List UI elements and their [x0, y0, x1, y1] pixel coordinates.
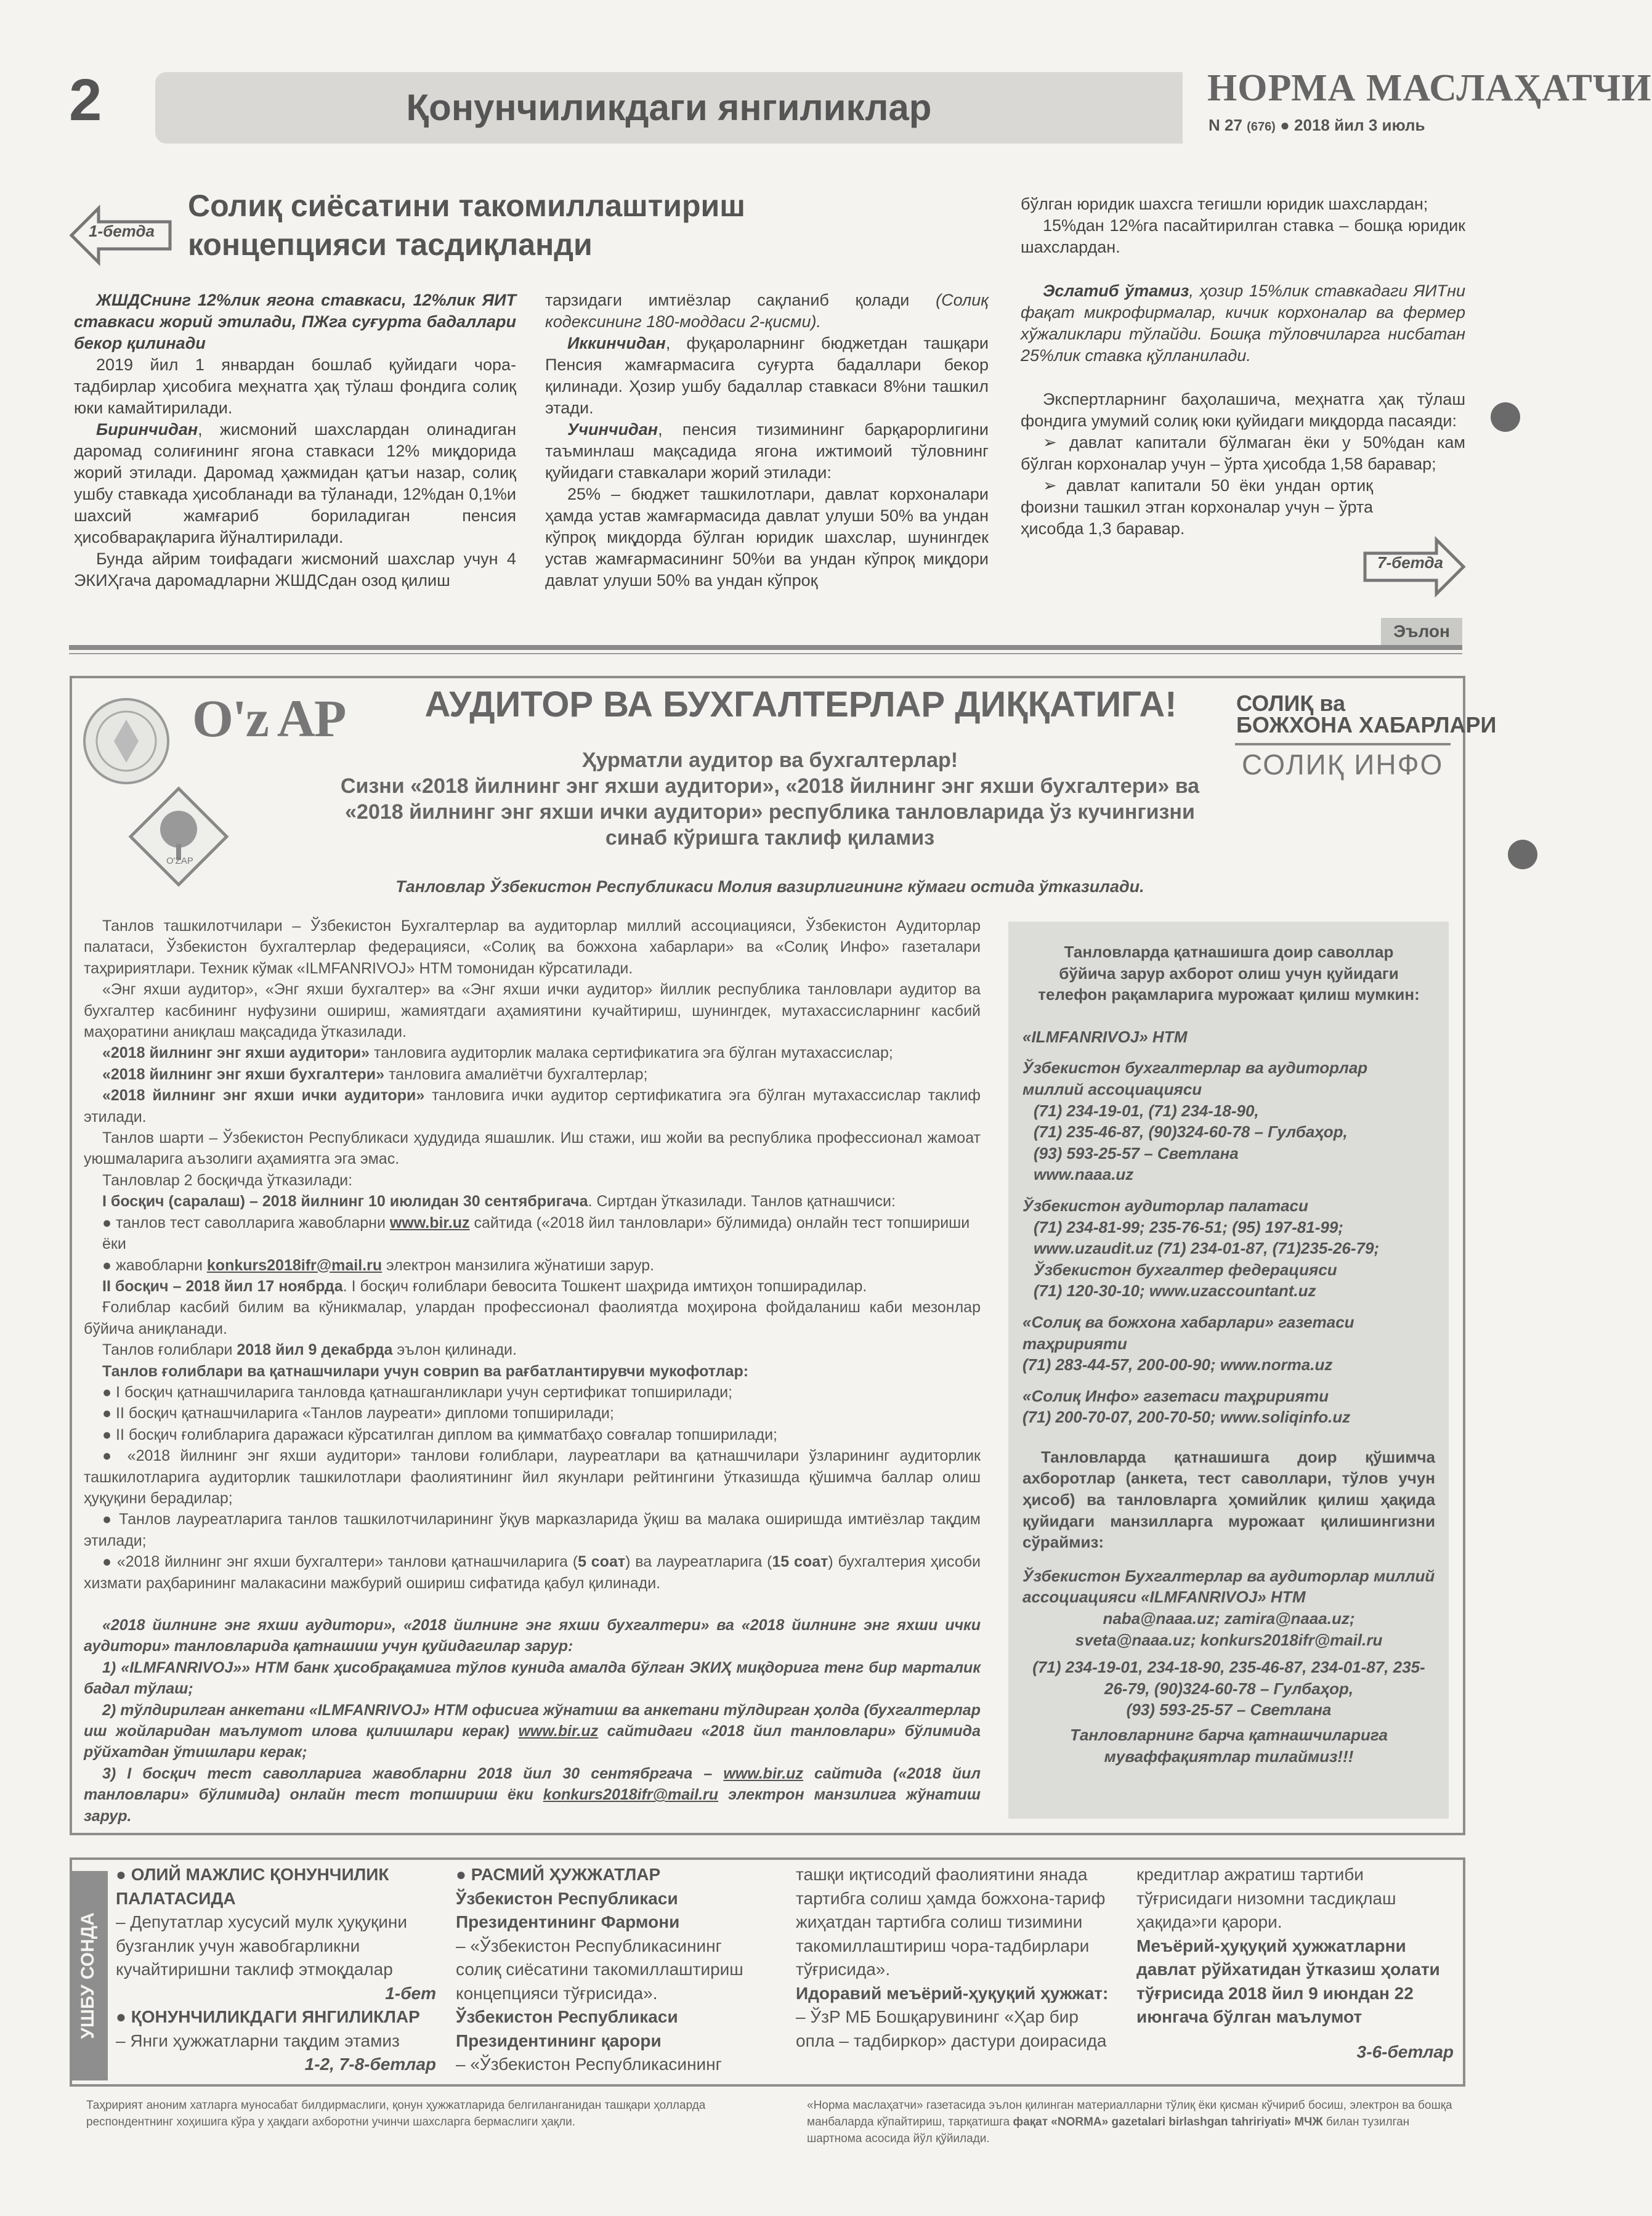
paragraph-text: , пенсия тизимининг барқарорлигини таъминлаш мақсадида ягона ижтимоий тўловнинг қуйидаги ставкалари жорий этилади: [545, 420, 989, 482]
hours: 15 соат [772, 1553, 828, 1571]
contents-tab-label [70, 1871, 108, 2080]
contact-line: (71) 200-70-07, 200-70-50; www.soliqinfo.uz [1022, 1408, 1351, 1427]
section-title: Қонунчиликдаги янгиликлар [406, 87, 932, 128]
contents-subheading: Ўзбекистон Республикаси Президентининг қарори [456, 2007, 678, 2050]
paragraph: Бунда айрим тоифадаги жисмоний шахслар учун 4 ЭКИҲгача даромадларни ЖШДСдан озод қилиш [74, 550, 516, 590]
footer-text: билан тузилган шартнома асосида йўл қўйилади. [807, 2116, 1410, 2145]
requirement-item [84, 1763, 981, 1827]
forward-ref-label[interactable]: 7-бетда [1377, 553, 1443, 572]
paragraph: 2019 йил 1 январдан бошлаб қуйидаги чора-тадбирлар ҳисобига меҳнатга ҳақ тўлаш фондига солиқ юки камайтирилади. [74, 355, 516, 417]
paragraph-text: , жисмоний шахслардан олинадиган даромад солиғининг ягона ставкаси 12% миқдорида жорий этилади. Даромад ҳажмидан қатъи назар, солиқ ушбу ставкада ҳисобланади ва тўланади, 12%дан 0,1%и шахсий жамғариб бориладиган пенсия ҳисобварақларига йўналтирилади. [74, 420, 516, 546]
article-column-1 [74, 290, 516, 591]
paragraph: 15%дан 12%га пасайтирилган ставка – бошқа юридик шахслардан. [1021, 216, 1465, 256]
paragraph: Танлов шарти – Ўзбекистон Республикаси ҳудудида яшашлик. Иш стажи, иш жойи ва республика профессионал жамоат уюшмаларига аъзолиги аҳамиятга эга эмас. [84, 1129, 981, 1168]
contact-org: «Солиқ Инфо» газетаси таҳририяти [1022, 1386, 1329, 1405]
bir-uz-link[interactable]: www.bir.uz [518, 1723, 599, 1740]
contact-line[interactable]: www.naaa.uz [1034, 1165, 1134, 1184]
contact-org: Ўзбекистон бухгалтерлар ва аудиторлар миллий ассоциацияси [1022, 1058, 1368, 1098]
contact-org: Ўзбекистон Бухгалтерлар ва аудиторлар миллий ассоциацияси «ILMFANRIVOJ» НТМ [1022, 1566, 1435, 1607]
invitation-text: Сизни «2018 йилнинг энг яхши аудитори», «2018 йилнинг энг яхши бухгалтери» ва «2018 йилнинг энг яхши ички аудитори» республика танловларида ўз кучингизни синаб кўришга таклиф қиламиз [340, 774, 1200, 850]
paragraph-text: . I босқич ғолиблари бевосита Тошкент шаҳрида имтиҳон топширадилар. [342, 1277, 867, 1295]
announce-date: 2018 йил 9 декабрда [237, 1341, 393, 1359]
contest-name: «2018 йилнинг энг яхши ички аудитори» [102, 1087, 425, 1105]
contents-column-1 [116, 1863, 436, 2077]
contact-org: «ILMFANRIVOJ» НТМ [1022, 1027, 1188, 1046]
contents-column-4 [1136, 1863, 1454, 2064]
issue-prefix: N 27 [1209, 116, 1242, 134]
binder-hole [1491, 402, 1520, 432]
contents-subheading: Идоравий меъёрий-ҳуқуқий ҳужжат: [796, 1983, 1109, 2003]
paragraph [84, 1255, 981, 1276]
article-title: Солиқ сиёсатини такомиллаштириш концепцияси тасдиқланди [188, 189, 745, 262]
requirements-title: «2018 йилнинг энг яхши аудитори», «2018 йилнинг энг яхши бухгалтери» ва «2018 йилнинг энг яхши ички аудитори» танловларида қатнашиш учун қуйидагилар зарур: [84, 1617, 981, 1655]
paragraph-text: ● танлов тест саволларига жавобларни [102, 1214, 390, 1232]
contacts-title: Танловларда қатнашишга доир саволлар бўйича зарур ахборот олиш учун қуйидаги телефон рақамларига мурожаат қилиш мумкин: [1038, 943, 1420, 1004]
paragraph-text: ● «2018 йилнинг энг яхши бухгалтери» танлови қатнашчиларига ( [102, 1553, 578, 1571]
paragraph: Экспертларнинг баҳолашича, меҳнатга ҳақ тўлаш фондига умумий солиқ юки қуйидаги миқдорда пасаяди: [1021, 390, 1465, 430]
paragraph-text: танловига аудиторлик малака сертификатига эга бўлган мутахассислар; [370, 1044, 893, 1062]
lead-word: Иккинчидан [567, 334, 666, 352]
ad-label: Эълон [1381, 618, 1462, 645]
bir-uz-link[interactable]: www.bir.uz [389, 1214, 470, 1232]
closing-wish: Танловларнинг барча қатнашчиларига муваффақиятлар тилаймиз!!! [1070, 1726, 1388, 1766]
lead-word: Эслатиб ўтамиз [1043, 282, 1189, 300]
code-reference: (Солиқ кодексининг 180-моддаси 2-қисми). [545, 291, 989, 331]
contents-page-ref: 3-6-бетлар [1356, 2042, 1454, 2061]
paragraph-text: ● жавобларни [102, 1256, 207, 1274]
contacts-text [1022, 941, 1435, 1767]
binder-hole [1508, 840, 1537, 869]
hours: 5 соат [578, 1553, 626, 1571]
bir-uz-link[interactable]: www.bir.uz [723, 1764, 803, 1782]
contents-text: – Депутатлар хусусий мулк ҳуқуқини бузганлик учун жавобгарликни кучайтиришни таклиф этмоқдалар [116, 1912, 407, 1979]
invitation [246, 747, 1294, 851]
paragraph-text: ) бухгалтерия ҳисоби хизмати раҳбарининг малакасини мажбурий ошириш сифатида қабул қилинади. [84, 1553, 981, 1592]
paragraph-text: танловига амалиётчи бухгалтерлар; [384, 1065, 648, 1083]
issue-number: (676) [1247, 120, 1276, 134]
paragraph [1021, 280, 1465, 367]
greeting: Ҳурматли аудитор ва бухгалтерлар! [581, 749, 958, 772]
contents-text: – «Ўзбекистон Республикасининг солиқ сиёсатини такомиллаштириш концепцияси тўғрисида». [456, 1936, 743, 2003]
contact-line: naba@naaa.uz; zamira@naaa.uz; [1103, 1609, 1355, 1628]
issue-date: 2018 йил 3 июль [1294, 116, 1425, 134]
footer-copyright [807, 2097, 1466, 2147]
stage-date: I босқич (саралаш) – 2018 йилнинг 10 июлидан 30 сентябригача [102, 1193, 588, 1211]
contact-line: sveta@naaa.uz; konkurs2018ifr@mail.ru [1075, 1630, 1383, 1649]
bullet-icon: ● [1280, 116, 1290, 134]
contents-text: – «Ўзбекистон Республикасининг [456, 2055, 722, 2074]
contents-heading[interactable]: ● ҚОНУНЧИЛИКДАГИ ЯНГИЛИКЛАР [116, 2007, 420, 2026]
page-number: 2 [69, 67, 102, 133]
ozap-logo: O'z AP [192, 689, 346, 748]
contact-line: (71) 234-81-99; 235-76-51; (95) 197-81-99; [1034, 1217, 1343, 1236]
article-column-3 [1021, 193, 1465, 540]
contents-text: кредитлар ажратиш тартиби тўғрисидаги низомни тасдиқлаш ҳақида»ги қарори. [1136, 1865, 1396, 1931]
contents-text: ташқи иқтисодий фаолиятини янада тартибга солиш ҳамда божхона-тариф жиҳатдан тартибга солиш тизимини такомиллаштириш чора-тадбирлари тўғрисида». [796, 1865, 1106, 1979]
contest-name: «2018 йилнинг энг яхши бухгалтери» [102, 1065, 385, 1083]
bullet-item: ● I босқич қатнашчиларига танловда қатнашганликлари учун сертификат топширилади; [102, 1383, 732, 1401]
email-link[interactable]: konkurs2018ifr@mail.ru [206, 1256, 383, 1274]
support-note: Танловлар Ўзбекистон Республикаси Молия вазирлигининг кўмаги остида ўтказилади. [395, 877, 1144, 896]
paragraph-text: . Сиртдан ўтказилади. Танлов қатнашчиси: [588, 1193, 896, 1211]
article-lead: ЖШДСнинг 12%лик ягона ставкаси, 12%лик ЯИТ ставкаси жорий этилади, ПЖга суғурта бадаллари бекор қилинади [74, 291, 516, 352]
contents-heading[interactable]: ● РАСМИЙ ҲУЖЖАТЛАР [456, 1865, 661, 1884]
contents-subheading: Ўзбекистон Республикаси Президентининг Фармони [456, 1888, 680, 1931]
footer-text: «Норма маслаҳатчи» газетасида эълон қилинган материалларни тўлиқ ёки қисман кўчириб босиш, электрон ва бошқа манбаларда кўпайтириш, тарқатишга [807, 2099, 1452, 2129]
contact-line: (71) 234-19-01, (71) 234-18-90, [1034, 1101, 1259, 1120]
contents-tab-text: УШБУ СОНДА [77, 1912, 98, 2039]
contact-line: Ўзбекистон бухгалтер федерацияси [1034, 1260, 1337, 1279]
paragraph: бўлган юридик шахсга тегишли юридик шахслардан; [1021, 195, 1428, 213]
masthead: НОРМА МАСЛАҲАТЧИ [1207, 67, 1652, 109]
contents-text: – Янги ҳужжатларни тақдим этамиз [116, 2031, 400, 2050]
contents-text: – ЎзР МБ Бошқарувининг «Ҳар бир опла – тадбиркор» дастури доирасида [796, 2007, 1107, 2050]
paragraph [545, 419, 989, 484]
contact-line: (71) 120-30-10; www.uzaccountant.uz [1034, 1281, 1316, 1301]
contact-line: (71) 235-46-87, (90)324-60-78 – Гулбаҳор, [1034, 1122, 1348, 1142]
paragraph-text: эълон қилинади. [392, 1341, 517, 1359]
contact-line: (71) 234-19-01, 234-18-90, 235-46-87, 234-01-87, 235-26-79, (90)324-60-78 – Гулбаҳор, [1032, 1658, 1425, 1698]
footer-publisher: фақат «NORMA» gazetalari birlashgan tahririyati» МЧЖ [1013, 2116, 1323, 2129]
contents-column-3 [796, 1863, 1116, 2053]
partner-logo-soliq-info: СОЛИҚ ИНФО [1242, 749, 1444, 781]
bullet-item [84, 1551, 981, 1594]
paragraph: Танловлар 2 босқичда ўтказилади: [102, 1171, 353, 1189]
paragraph [84, 1042, 981, 1063]
paragraph [84, 1339, 981, 1360]
article-column-2 [545, 290, 989, 591]
bullet-item: ● II босқич ғолибларига даражаси кўрсатилган диплом ва қимматбаҳо совғалар топширилади; [102, 1426, 777, 1443]
contents-page-ref: 1-бет [385, 1983, 436, 2003]
paragraph-text: сайтида («2018 йил танловлари» бўлимида) онлайн тест топшириш ёки [84, 1764, 981, 1804]
paragraph-text: электрон манзилига жўнатиши зарур. [382, 1256, 655, 1274]
requirement-item [84, 1700, 981, 1763]
paragraph: Танлов ғолиблари ва қатнашчилари учун совриn ва рағбатлантирувчи мукофотлар: [102, 1362, 749, 1380]
paragraph [84, 1085, 981, 1127]
stage-date: II босқич – 2018 йил 17 ноябрда [102, 1277, 343, 1295]
footer-disclaimer: Таҳририят аноним хатларга муносабат билдирмаслиги, қонун ҳужжатларида белгиланганидан ташқари ҳолларда респондентнинг хоҳишига кўра у ҳақдаги ахборотни учинчи шахсларга бермаслиги ҳақли. [86, 2099, 706, 2129]
contents-subheading: Меъёрий-ҳуқуқий ҳужжатларни давлат рўйхатидан ўтказиш ҳолати тўғрисида 2018 йил 9 июндан 22 июнгача бўлган маълумот [1136, 1936, 1440, 2026]
announcement-title: АУДИТОР ВА БУХГАЛТЕРЛАР ДИҚҚАТИГА! [424, 684, 1177, 724]
divider [1235, 743, 1451, 745]
paragraph [84, 1064, 981, 1085]
tree-logo-caption: O'ZAP [166, 856, 193, 866]
contact-org: «Солиқ ва божхона хабарлари» газетаси таҳририяти [1022, 1312, 1354, 1353]
contest-name: «2018 йилнинг энг яхши аудитори» [102, 1044, 370, 1062]
bullet-item: ● «2018 йилнинг энг яхши аудитори» танлови ғолиблари, лауреатлари ва қатнашчилари ўзларининг аудиторлик ташкилотларига аудиторлик ташкилотлари фаолиятининг йил якунлари рейтингини ўтказишда қўшимча баллар олиш ҳуқуқини берадилар; [84, 1447, 981, 1507]
contact-line: (93) 593-25-57 – Светлана [1034, 1143, 1239, 1163]
paragraph [84, 1191, 981, 1212]
contact-line: (93) 593-25-57 – Светлана [1126, 1700, 1332, 1719]
contact-line: www.uzaudit.uz (71) 234-01-87, (71)235-26-79; [1034, 1239, 1380, 1258]
paragraph-text: тарзидаги имтиёзлар сақланиб қолади [545, 291, 936, 309]
paragraph-text: ) ва лауреатларига ( [625, 1553, 772, 1571]
contents-column-2 [456, 1863, 764, 2077]
contents-page-ref: 1-2, 7-8-бетлар [304, 2055, 436, 2074]
partner-logo-soliq-bojxona [1236, 692, 1496, 736]
paragraph-text: , ҳозир 15%лик ставкадаги ЯИТни фақат микрофирмалар, кичик корхоналар ва фермер хўжаликлари тўлайди. Бошқа тўловчиларга нисбатан 25%лик ставка қўлланилади. [1021, 282, 1465, 365]
paragraph [74, 419, 516, 548]
paragraph-text: танловига ички аудитор сертификатига эга бўлган мутахассислар таклиф этилади. [84, 1087, 981, 1126]
bullet-item: ● Танлов лауреатларига танлов ташкилотчиларининг ўқув марказларида ўқиш ва малака оширишда имтиёзлар тақдим этилади; [84, 1511, 981, 1549]
paragraph: Танлов ташкилотчилари – Ўзбекистон Бухгалтерлар ва аудиторлар миллий ассоциацияси, Ўзбекистон Аудиторлар палатаси, Ўзбекистон бухгалтерлар федерацияси, «Солиқ ва божхона хабарлари» ва «Солиқ Инфо» газеталари таҳририятлари. Техник кўмак «ILMFANRIVOJ» НТМ томонидан кўрсатилади. [84, 917, 981, 977]
email-link[interactable]: konkurs2018ifr@mail.ru [543, 1786, 719, 1804]
lead-word: Биринчидан [96, 420, 198, 439]
partner-logo-line: БОЖХОНА ХАБАРЛАРИ [1236, 712, 1497, 737]
bullet-item: ➢ давлат капитали 50 ёки ундан ортиқ фоизни ташкил этган корхоналар учун – ўрта ҳисобда 1,3 баравар. [1021, 476, 1373, 538]
paragraph: Ғолиблар касбий билим ва кўникмалар, улардан профессионал фаолиятда моҳирона фойдаланиш каби мезонлар бўйича аниқланади. [84, 1299, 981, 1337]
bullet-item: ● II босқич қатнашчиларига «Танлов лауреати» дипломи топширилади; [102, 1405, 614, 1423]
contact-line: (71) 283-44-57, 200-00-90; www.norma.uz [1022, 1355, 1333, 1374]
issue-line [1209, 116, 1425, 135]
divider [69, 645, 1462, 650]
lead-word: Учинчидан [567, 420, 658, 439]
announcement-body [84, 915, 981, 1827]
paragraph [84, 1276, 981, 1297]
bullet-item: ➢ давлат капитали бўлмаган ёки у 50%дан кам бўлган корхоналар учун – ўрта ҳисобда 1,58 баравар; [1021, 433, 1465, 473]
paragraph-text: , фуқароларнинг бюджетдан ташқари Пенсия жамғармасига суғурта бадаллари бекор қилинади. Ҳозир ушбу бадаллар ставкаси 8%ни ташкил этади. [545, 334, 989, 417]
paragraph-text: 3) I босқич тест саволларига жавобларни 2018 йил 30 сентябргача – [102, 1764, 724, 1782]
paragraph-text: сайтидаги «2018 йил танловлари» бўлимида рўйхатдан ўтишлари керак; [84, 1723, 981, 1761]
paragraph [84, 1212, 981, 1233]
divider [69, 653, 1462, 654]
partner-logo-line: СОЛИҚ ва [1236, 691, 1345, 716]
paragraph: «Энг яхши аудитор», «Энг яхши бухгалтер» ва «Энг яхши ички аудитор» йиллик республика танловлари аудитор ва бухгалтер касбининг нуфузини ошириш, жамиятдаги аҳамиятини кучайтириш, шунингдек, мутахассисларнинг касбий маҳоратини аниқлаш мақсадида ўтказилади. [84, 981, 981, 1041]
paragraph: 25% – бюджет ташкилотлари, давлат корхоналари ҳамда устав жамғармасида давлат улуши 50% ва ундан кўпроқ миқдорда бўлган юридик шахслар, шунингдек устав жамғармасининг 50%и ва ундан кўпроқ миқдори давлат улуши 50% ва ундан кўпроқ [545, 485, 989, 590]
paragraph-text: электрон манзилига жўнатиш зарур. [84, 1786, 981, 1825]
emblem-icon [80, 695, 172, 790]
paragraph-text: сайтида («2018 йил танловлари» бўлимида) онлайн тест топшириши [469, 1214, 970, 1232]
paragraph [545, 333, 989, 419]
paragraph-text: 2) тўлдирилган анкетани «ILMFANRIVOJ» НТМ офисига жўнатиш ва анкетани тўлдирган ҳолда (бухгалтерлар иш жойларидан маълумот илова қилишлари керак) [84, 1701, 981, 1740]
paragraph [545, 290, 989, 333]
contents-heading[interactable]: ● ОЛИЙ МАЖЛИС ҚОНУНЧИЛИК ПАЛАТАСИДА [116, 1865, 389, 1908]
tree-logo-icon [127, 785, 230, 891]
back-ref-label[interactable]: 1-бетда [89, 222, 155, 240]
paragraph: ёки [102, 1235, 126, 1253]
paragraph-text: Танлов ғолиблари [102, 1341, 237, 1359]
contacts-subtitle: Танловларда қатнашишга доир қўшимча ахборотлар (анкета, тест саволлари, тўлов учун ҳисоб) ва танловларга ҳомийлик қилиш ҳақида қуйидаги манзилларга мурожаат қилишингизни сўраймиз: [1022, 1447, 1435, 1552]
contact-org: Ўзбекистон аудиторлар палатаси [1022, 1196, 1308, 1215]
requirement-item: 1) «ILMFANRIVOJ»» НТМ банк ҳисобрақамига тўлов кунида амалда бўлган ЭКИҲ миқдорига тенг бир марталик бадал тўлаш; [84, 1658, 981, 1698]
